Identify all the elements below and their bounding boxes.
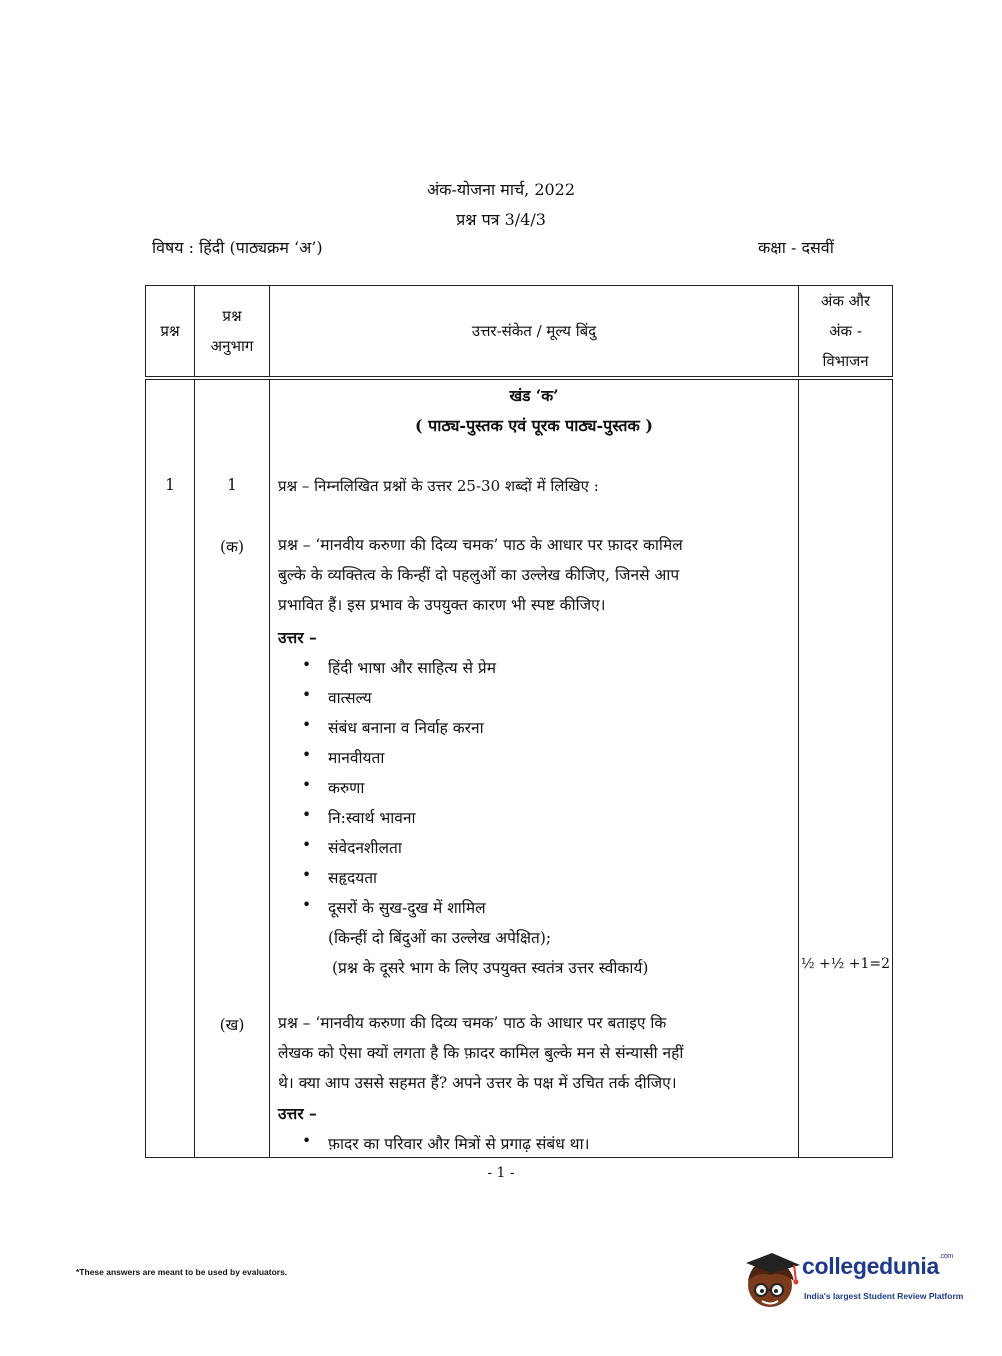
question-kha-line: लेखक को ऐसा क्यों लगता है कि फ़ादर कामिल बुल्के मन से संन्यासी नहीं xyxy=(278,1044,684,1062)
note-free-answer: (प्रश्न के दूसरे भाग के लिए उपयुक्त स्वतंत्र उत्तर स्वीकार्य) xyxy=(332,959,649,977)
list-item: • संवेदनशीलता xyxy=(328,836,402,858)
question-number-cell xyxy=(146,380,195,1158)
part-kha-label: (ख) xyxy=(219,1016,245,1034)
list-item: • मानवीयता xyxy=(328,746,384,768)
part-ka-label: (क) xyxy=(220,538,244,556)
answer-ka-label: उत्तर – xyxy=(278,628,317,647)
list-item: • नि:स्वार्थ भावना xyxy=(328,806,415,828)
list-item: • फ़ादर का परिवार और मित्रों से प्रगाढ़ संबंध था। xyxy=(328,1132,589,1154)
answer-cell xyxy=(270,380,799,1158)
logo-suffix: .com xyxy=(938,1253,953,1260)
col-section-line2: अनुभाग xyxy=(210,337,254,355)
mascot-icon xyxy=(742,1251,802,1313)
col-answer-hints: उत्तर-संकेत / मूल्य बिंदु xyxy=(270,286,799,377)
marks-cell xyxy=(799,380,893,1158)
logo-name-text: collegedunia xyxy=(802,1253,939,1279)
section-title: खंड ‘क’ xyxy=(509,386,559,405)
question-ka-line: प्रभावित हैं। इस प्रभाव के उपयुक्त कारण भी स्पष्ट कीजिए। xyxy=(278,596,606,614)
col-marks xyxy=(799,286,893,377)
note-two-points: (किन्हीं दो बिंदुओं का उल्लेख अपेक्षित); xyxy=(328,929,552,947)
list-item: • दूसरों के सुख-दुख में शामिल xyxy=(328,896,486,918)
answer-kha-label: उत्तर – xyxy=(278,1104,317,1123)
section-subtitle: ( पाठ्य-पुस्तक एवं पूरक पाठ्य-पुस्तक ) xyxy=(415,416,653,435)
col-marks-line2: अंक - xyxy=(829,322,862,340)
col-marks-line1: अंक और xyxy=(820,292,871,310)
collegedunia-logo xyxy=(742,1247,972,1317)
logo-wordmark xyxy=(802,1253,953,1280)
subject-label: विषय : हिंदी (पाठ्यक्रम ‘अ’) xyxy=(152,238,323,257)
col-question: प्रश्न xyxy=(146,286,195,377)
col-section-line1: प्रश्न xyxy=(222,307,242,325)
question-ka-line: प्रश्न – ‘मानवीय करुणा की दिव्य चमक’ पाठ के आधार पर फ़ादर कामिल xyxy=(278,536,683,554)
logo-tagline: India's largest Student Review Platform xyxy=(804,1291,964,1301)
marking-table-header xyxy=(145,285,893,377)
list-item: • सहृदयता xyxy=(328,866,377,888)
section-cell xyxy=(195,380,270,1158)
list-item: • संबंध बनाना व निर्वाह करना xyxy=(328,716,484,738)
col-section xyxy=(195,286,270,377)
paper-code: प्रश्न पत्र 3/4/3 xyxy=(456,210,546,229)
question-number: 1 xyxy=(165,476,175,494)
instruction-text: प्रश्न – निम्नलिखित प्रश्नों के उत्तर 25-30 शब्दों में लिखिए : xyxy=(278,477,599,495)
question-ka-line: बुल्के के व्यक्तित्व के किन्हीं दो पहलुओं का उल्लेख कीजिए, जिनसे आप xyxy=(278,566,680,584)
list-item: • करुणा xyxy=(328,776,364,798)
list-item: • हिंदी भाषा और साहित्य से प्रेम xyxy=(328,656,496,678)
evaluator-note: *These answers are meant to be used by evaluators. xyxy=(76,1267,288,1277)
marks-ka: ½ +½ +1=2 xyxy=(801,956,891,972)
question-kha-line: थे। क्या आप उससे सहमत हैं? अपने उत्तर के पक्ष में उचित तर्क दीजिए। xyxy=(278,1074,677,1092)
class-label: कक्षा - दसवीं xyxy=(758,238,834,257)
col-marks-line3: विभाजन xyxy=(822,352,869,370)
question-kha-line: प्रश्न – ‘मानवीय करुणा की दिव्य चमक’ पाठ के आधार पर बताइए कि xyxy=(278,1014,667,1032)
page-number: - 1 - xyxy=(487,1165,515,1181)
section-number: 1 xyxy=(227,476,237,494)
marking-table-body xyxy=(145,379,893,1158)
list-item: • वात्सल्य xyxy=(328,686,372,708)
scheme-title: अंक-योजना मार्च, 2022 xyxy=(426,180,576,199)
